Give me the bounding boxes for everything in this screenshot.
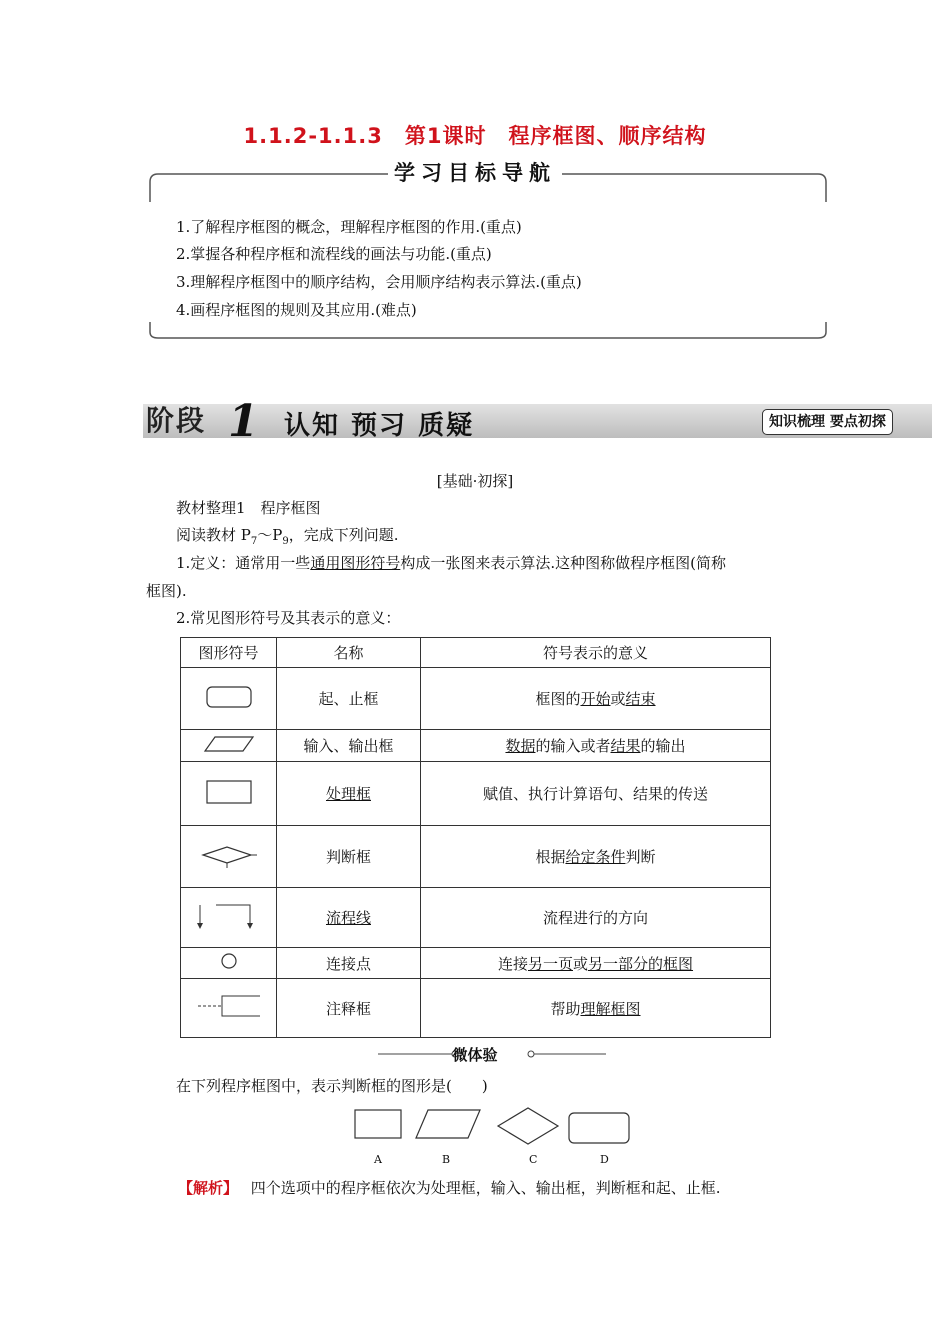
meaning-keyword: 开始 (580, 690, 611, 708)
process-symbol-icon (181, 762, 277, 826)
table-header-row (181, 638, 771, 668)
goal-item: 2.掌握各种程序框和流程线的画法与功能.(重点) (176, 245, 492, 263)
option-d-shape (569, 1113, 629, 1143)
meaning-keyword: 结束 (625, 690, 656, 708)
meaning-text: 判断 (625, 848, 656, 866)
symbol-name: 连接点 (277, 948, 421, 979)
analysis-line (178, 1177, 721, 1198)
meaning-text: 的输入或者 (535, 737, 611, 755)
stage-number: 1 (228, 396, 259, 447)
goal-item: 3.理解程序框图中的顺序结构，会用顺序结构表示算法.(重点) (176, 273, 582, 291)
io-symbol-icon (181, 730, 277, 762)
section-label: [基础·初探] (436, 472, 514, 490)
exercise-question: 在下列程序框图中，表示判断框的图形是( ) (176, 1077, 488, 1095)
goal-item: 1.了解程序框图的概念，理解程序框图的作用.(重点) (176, 218, 522, 236)
symbol-meaning (421, 668, 771, 730)
goals-heading: 学习目标导航 (0, 157, 950, 187)
stage-tag: 知识梳理 要点初探 (762, 409, 893, 435)
option-c-shape (498, 1108, 558, 1144)
option-label: A (374, 1153, 382, 1166)
meaning-text: 流程进行的方向 (542, 909, 648, 927)
meaning-text: 帮助 (550, 999, 581, 1018)
table-row (181, 668, 771, 730)
page-title: 1.1.2-1.1.3 第1课时 程序框图、顺序结构 (243, 124, 707, 148)
meaning-text: 赋值、执行计算语句、结果的传送 (482, 785, 708, 803)
reading-instruction: 阅读教材 $P_7\sim P_9$，完成下列问题. (176, 526, 399, 547)
symbol-meaning (421, 979, 771, 1038)
goal-item: 4.画程序框图的规则及其应用.(难点) (176, 301, 417, 319)
annotation-symbol-icon (181, 979, 277, 1038)
symbol-name: 输入、输出框 (277, 730, 421, 762)
symbol-meaning (421, 826, 771, 888)
decision-symbol-icon (181, 826, 277, 888)
symbol-meaning (421, 730, 771, 762)
meaning-keyword: 给定条件 (565, 848, 626, 866)
symbol-name: 流程线 (277, 888, 421, 948)
option-label: C (529, 1153, 538, 1166)
symbol-table (180, 637, 771, 1038)
symbol-meaning (421, 888, 771, 948)
meaning-text: 或 (610, 690, 626, 708)
material-title: 教材整理1 程序框图 (176, 499, 321, 517)
definition-line-2: 框图). (146, 582, 187, 600)
option-label: D (600, 1153, 609, 1166)
table-header: 名称 (277, 638, 421, 668)
symbol-meaning (421, 948, 771, 979)
terminal-symbol-icon (181, 668, 277, 730)
table-header: 符号表示的意义 (421, 638, 771, 668)
option-a-shape (355, 1110, 401, 1138)
table-row (181, 948, 771, 979)
flowline-symbol-icon (181, 888, 277, 948)
exercise-options-figure (350, 1104, 640, 1148)
symbol-name: 注释框 (277, 979, 421, 1038)
option-label: B (442, 1153, 451, 1166)
meaning-text: 连接 (497, 954, 528, 973)
meaning-keyword: 结果 (610, 737, 641, 755)
meaning-text: 根据 (535, 848, 566, 866)
symbol-name: 处理框 (277, 762, 421, 826)
meaning-text: 的输出 (640, 737, 686, 755)
common-symbols-intro: 2.常见图形符号及其表示的意义： (176, 609, 401, 627)
table-row (181, 826, 771, 888)
stage-heading: 认知 预习 质疑 (284, 411, 475, 441)
meaning-keyword: 数据 (505, 737, 536, 755)
table-row (181, 762, 771, 826)
table-row (181, 979, 771, 1038)
exercise-heading: 微体验 (452, 1046, 498, 1064)
meaning-text: 框图的 (535, 690, 581, 708)
meaning-keyword: 理解框图 (580, 999, 641, 1018)
connector-symbol-icon (181, 948, 277, 979)
analysis-label: 【解析】 (178, 1179, 239, 1197)
symbol-name: 判断框 (277, 826, 421, 888)
meaning-keyword: 另一部分的框图 (588, 954, 694, 973)
symbol-name: 起、止框 (277, 668, 421, 730)
table-row (181, 730, 771, 762)
analysis-text: 四个选项中的程序框依次为处理框，输入、输出框，判断框和起、止框. (250, 1179, 721, 1197)
table-header: 图形符号 (181, 638, 277, 668)
meaning-text: 或 (573, 954, 589, 973)
table-row (181, 888, 771, 948)
stage-label: 阶段 (146, 404, 207, 437)
symbol-meaning (421, 762, 771, 826)
definition-line: 1.定义：通常用一些通用图形符号构成一张图来表示算法.这种图称做程序框图(简称 (176, 554, 726, 572)
option-b-shape (416, 1110, 480, 1138)
meaning-keyword: 另一页 (527, 954, 573, 973)
